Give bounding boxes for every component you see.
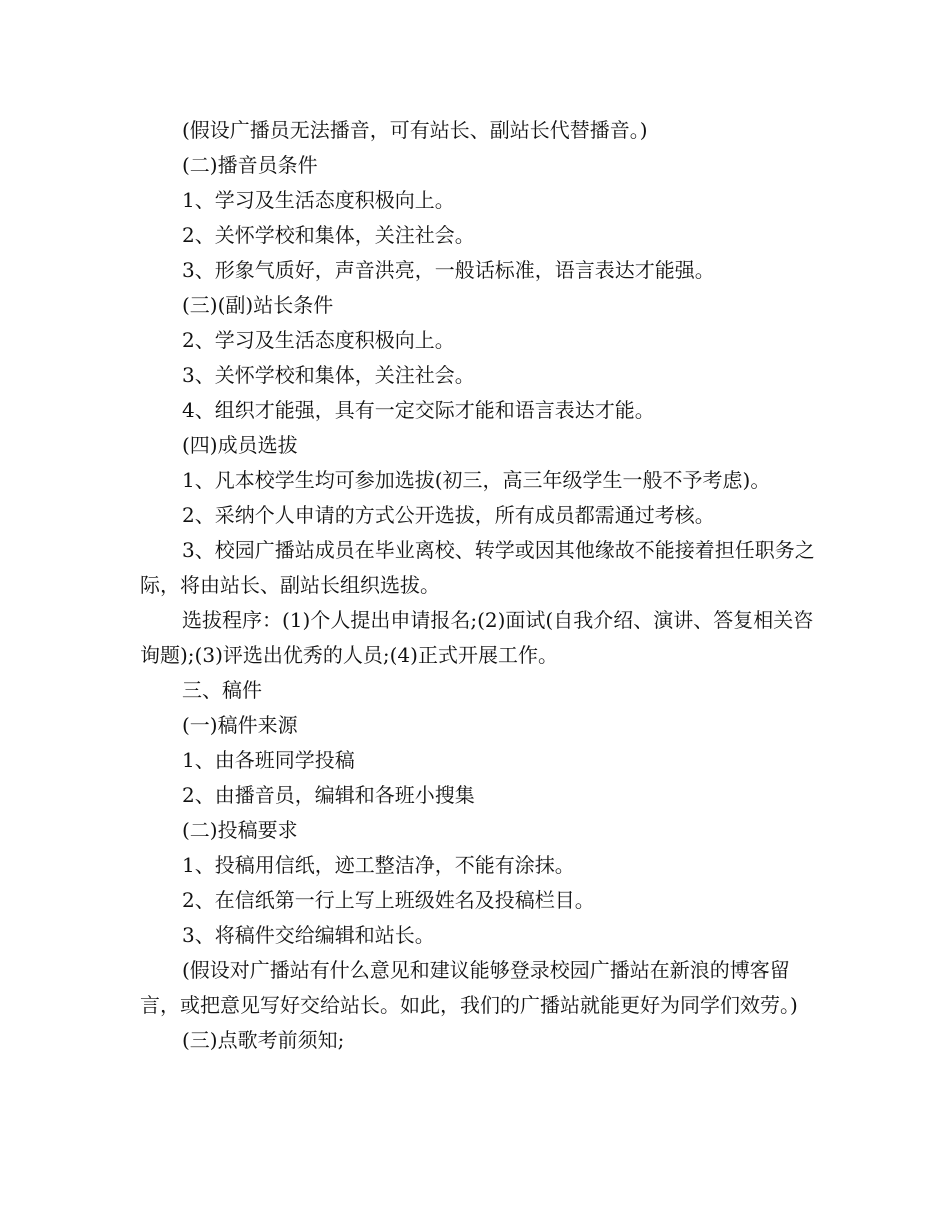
paragraph: 1、学习及生活态度积极向上。 bbox=[182, 188, 455, 212]
paragraph: 3、将稿件交给编辑和站长。 bbox=[182, 923, 435, 947]
section-heading: (三)点歌考前须知; bbox=[182, 1028, 345, 1052]
section-heading: (一)稿件来源 bbox=[182, 713, 298, 737]
paragraph: 2、采纳个人申请的方式公开选拔，所有成员都需通过考核。 bbox=[182, 503, 715, 527]
paragraph: 1、投稿用信纸，迹工整洁净，不能有涂抹。 bbox=[182, 853, 575, 877]
paragraph: 1、凡本校学生均可参加选拔(初三，高三年级学生一般不予考虑)。 bbox=[182, 468, 771, 492]
section-heading: (四)成员选拔 bbox=[182, 433, 298, 457]
paragraph: 4、组织才能强，具有一定交际才能和语言表达才能。 bbox=[182, 398, 655, 422]
paragraph: 2、关怀学校和集体，关注社会。 bbox=[182, 223, 475, 247]
paragraph: (假设对广播站有什么意见和建议能够登录校园广播站在新浪的博客留言，或把意见写好交给站长。如此，我们的广播站就能更好为同学们效劳。) bbox=[140, 958, 798, 1017]
paragraph: 1、由各班同学投稿 bbox=[182, 748, 355, 772]
paragraph: 选拔程序：(1)个人提出申请报名;(2)面试(自我介绍、演讲、答复相关咨询题);(3)评选出优秀的人员;(4)正式开展工作。 bbox=[140, 608, 814, 667]
paragraph: 3、校园广播站成员在毕业离校、转学或因其他缘故不能接着担任职务之际，将由站长、副站长组织选拔。 bbox=[140, 538, 815, 597]
paragraph: 3、形象气质好，声音洪亮，一般话标准，语言表达才能强。 bbox=[182, 258, 715, 282]
paragraph: 2、在信纸第一行上写上班级姓名及投稿栏目。 bbox=[182, 888, 595, 912]
document-body bbox=[140, 113, 820, 1058]
section-heading: 三、稿件 bbox=[182, 678, 262, 702]
paragraph: (假设广播员无法播音，可有站长、副站长代替播音。) bbox=[182, 118, 648, 142]
paragraph: 2、学习及生活态度积极向上。 bbox=[182, 328, 455, 352]
section-heading: (三)(副)站长条件 bbox=[182, 293, 334, 317]
paragraph: 2、由播音员，编辑和各班小搜集 bbox=[182, 783, 475, 807]
section-heading: (二)投稿要求 bbox=[182, 818, 298, 842]
paragraph: 3、关怀学校和集体，关注社会。 bbox=[182, 363, 475, 387]
section-heading: (二)播音员条件 bbox=[182, 153, 318, 177]
